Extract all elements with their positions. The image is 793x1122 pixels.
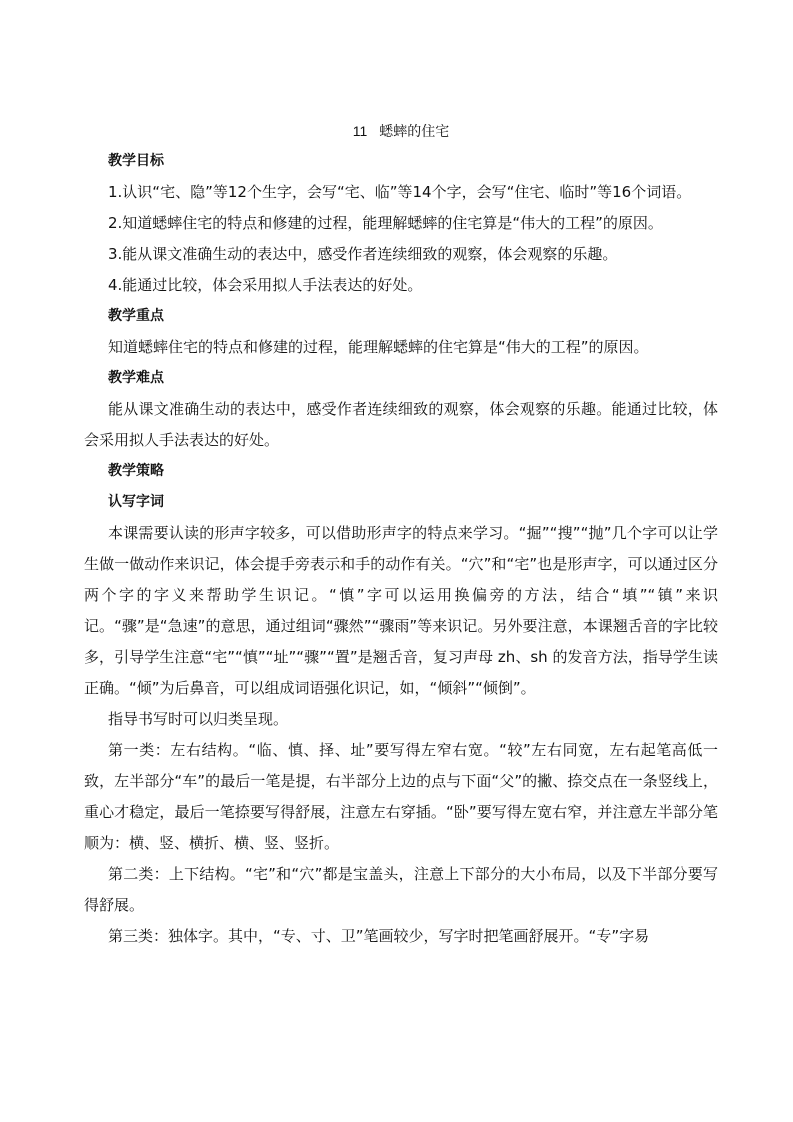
objective-item: 3.能从课文准确生动的表达中，感受作者连续细致的观察，体会观察的乐趣。 xyxy=(108,245,618,263)
body-paragraph: 第二类：上下结构。“宅”和“穴”都是宝盖头，注意上下部分的大小布局，以及下半部分要写得舒展。 xyxy=(84,865,718,914)
document-content xyxy=(84,116,718,952)
body-paragraph: 指导书写时可以归类呈现。 xyxy=(108,710,289,728)
difficulties-text: 能从课文准确生动的表达中，感受作者连续细致的观察，体会观察的乐趣。能通过比较，体会采用拟人手法表达的好处。 xyxy=(84,400,718,449)
objective-item: 2.知道蟋蟀住宅的特点和修建的过程，能理解蟋蟀的住宅算是“伟大的工程”的原因。 xyxy=(108,214,663,232)
body-paragraph: 第一类：左右结构。“临、慎、择、址”要写得左窄右宽。“较”左右同宽，左右起笔高低一致，左半部分“车”的最后一笔是提，右半部分上边的点与下面“父”的撇、捺交点在一条竖线上，重心才稳定，最后一笔捺要写得舒展，注意左右穿插。“卧”要写得左宽右窄，并注意左半部分笔顺为：横、竖、横折、横、竖、竖折。 xyxy=(84,741,718,852)
body-paragraph: 第三类：独体字。其中，“专、寸、卫”笔画较少，写字时把笔画舒展开。“专”字易 xyxy=(108,927,650,945)
objective-item: 4.能通过比较，体会采用拟人手法表达的好处。 xyxy=(108,276,423,294)
strategy-heading: 教学策略 xyxy=(108,463,164,479)
key-points-text: 知道蟋蟀住宅的特点和修建的过程，能理解蟋蟀的住宅算是“伟大的工程”的原因。 xyxy=(108,338,649,356)
objective-item: 1.认识“宅、隐”等12个生字，会写“宅、临”等14个字，会写“住宅、临时”等16个词语。 xyxy=(108,183,692,201)
lesson-title-text: 蟋蟀的住宅 xyxy=(379,124,450,140)
lesson-title xyxy=(84,116,718,146)
body-paragraph: 本课需要认读的形声字较多，可以借助形声字的特点来学习。“掘”“搜”“抛”几个字可以让学生做一做动作来识记，体会提手旁表示和手的动作有关。“穴”和“宅”也是形声字，可以通过区分两个字的字义来帮助学生识记。“慎”字可以运用换偏旁的方法，结合“填”“镇”来识记。“骤”是“急速”的意思，通过组词“骤然”“骤雨”等来识记。另外要注意，本课翘舌音的字比较多，引导学生注意“宅”“慎”“址”“骤”“置”是翘舌音，复习声母 zh、sh 的发音方法，指导学生读正确。“倾”为后鼻音，可以组成词语强化识记，如，“倾斜”“倾倒”。 xyxy=(84,524,718,697)
lesson-number: 11 xyxy=(352,123,368,139)
key-points-heading: 教学重点 xyxy=(108,308,164,324)
objectives-heading: 教学目标 xyxy=(108,153,164,169)
characters-heading: 认写字词 xyxy=(108,494,164,510)
difficulties-heading: 教学难点 xyxy=(108,370,164,386)
